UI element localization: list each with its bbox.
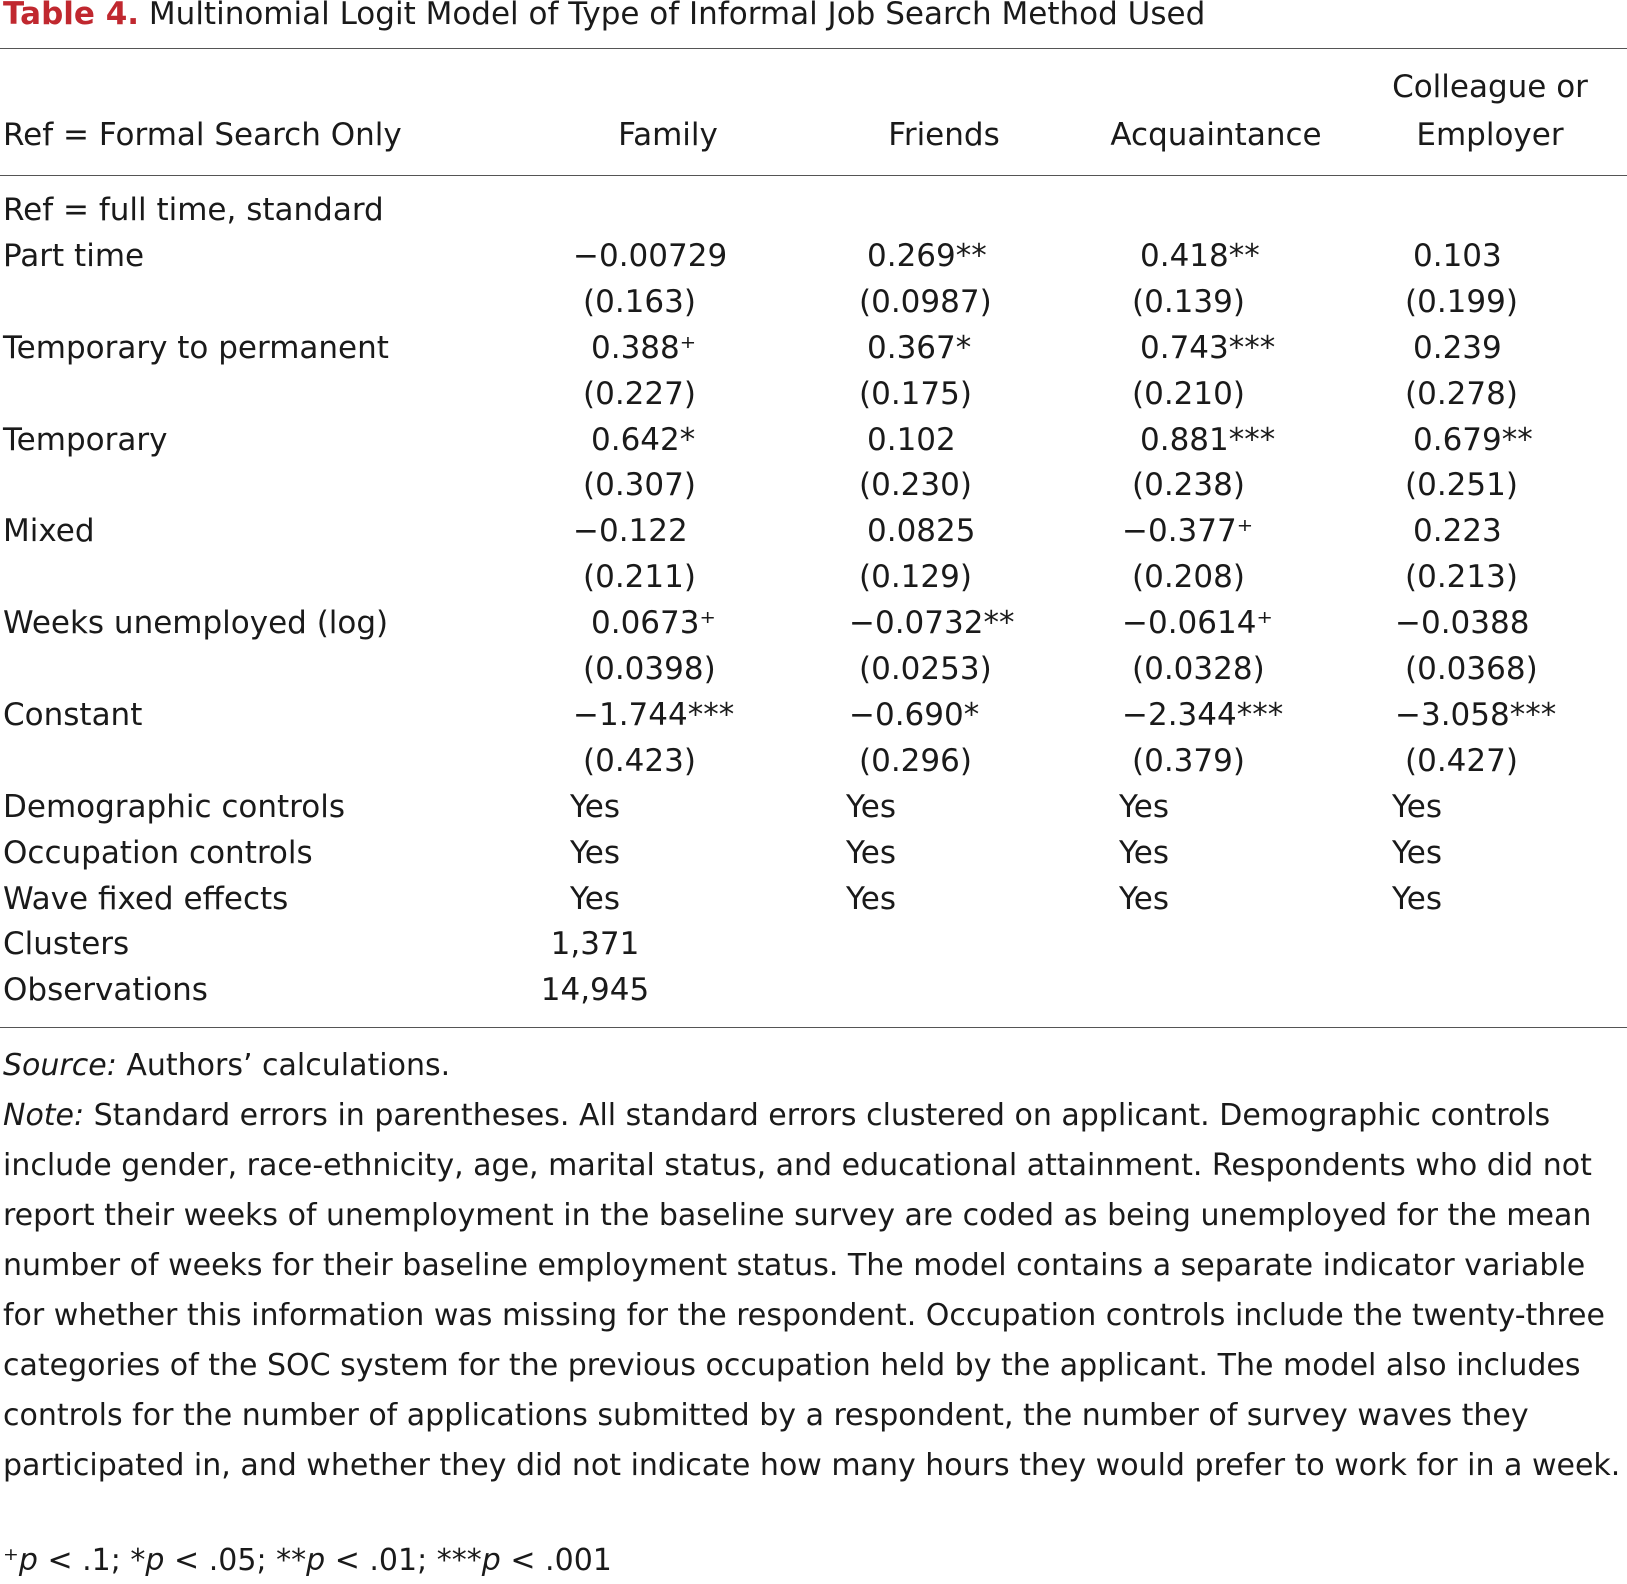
- table-caption: Multinomial Logit Model of Type of Informal Job Search Method Used: [148, 0, 1206, 32]
- col-header-acquaintance: Acquaintance: [1110, 117, 1322, 153]
- col-header-colleague-line1: Colleague or: [1392, 69, 1588, 105]
- source-label: Source:: [3, 1048, 117, 1083]
- coef-cell-family: −0.00729: [573, 238, 728, 274]
- se-cell-friends: (0.230): [859, 467, 972, 503]
- col-header-friends: Friends: [888, 117, 1000, 153]
- se-cell-acquaintance: (0.238): [1132, 467, 1245, 503]
- section-label: Ref = full time, standard: [3, 192, 384, 228]
- control-value-colleague: Yes: [1391, 881, 1443, 917]
- coef-cell-friends: 0.102: [867, 422, 956, 458]
- coef-cell-family: 0.642*: [591, 422, 696, 458]
- coef-cell-acquaintance: −0.377⁺: [1122, 513, 1254, 549]
- stat-value: 1,371: [550, 926, 640, 962]
- row-label: Mixed: [3, 513, 95, 549]
- coef-cell-colleague: 0.103: [1413, 238, 1502, 274]
- top-rule: [0, 48, 1627, 49]
- control-value-family: Yes: [569, 835, 621, 871]
- coef-cell-friends: 0.269**: [867, 238, 987, 274]
- se-cell-friends: (0.129): [859, 559, 972, 595]
- coef-cell-colleague: 0.679**: [1413, 422, 1533, 458]
- coef-cell-acquaintance: −2.344***: [1122, 697, 1284, 733]
- coef-cell-colleague: 0.223: [1413, 513, 1502, 549]
- stat-label: Observations: [3, 972, 208, 1008]
- note-paragraph: [3, 1091, 1623, 1491]
- se-cell-acquaintance: (0.0328): [1132, 651, 1265, 687]
- coef-cell-acquaintance: 0.881***: [1140, 422, 1276, 458]
- coef-cell-family: −1.744***: [573, 697, 735, 733]
- row-label: Temporary: [3, 422, 168, 458]
- bottom-rule: [0, 1027, 1627, 1028]
- coef-cell-acquaintance: 0.743***: [1140, 330, 1276, 366]
- coef-cell-friends: 0.367*: [867, 330, 972, 366]
- control-label: Demographic controls: [3, 789, 345, 825]
- table-number: Table 4.: [3, 0, 140, 32]
- se-cell-acquaintance: (0.379): [1132, 743, 1245, 779]
- col-header-family: Family: [618, 117, 718, 153]
- control-value-acquaintance: Yes: [1118, 789, 1170, 825]
- se-cell-family: (0.0398): [583, 651, 716, 687]
- coef-cell-colleague: 0.239: [1413, 330, 1502, 366]
- coef-cell-friends: −0.0732**: [849, 605, 1015, 641]
- row-label: Weeks unemployed (log): [3, 605, 389, 641]
- coef-cell-colleague: −0.0388: [1395, 605, 1530, 641]
- se-cell-colleague: (0.199): [1405, 284, 1518, 320]
- se-cell-acquaintance: (0.208): [1132, 559, 1245, 595]
- control-label: Wave fixed effects: [3, 881, 289, 917]
- se-cell-family: (0.227): [583, 376, 696, 412]
- stat-label: Clusters: [3, 926, 130, 962]
- coef-cell-friends: 0.0825: [867, 513, 976, 549]
- header-rule: [0, 175, 1627, 176]
- control-value-family: Yes: [569, 881, 621, 917]
- se-cell-colleague: (0.213): [1405, 559, 1518, 595]
- significance-text: ⁺p < .1; *p < .05; **p < .01; ***p < .001: [3, 1543, 612, 1578]
- note-label: Note:: [3, 1098, 85, 1133]
- se-cell-friends: (0.0253): [859, 651, 992, 687]
- significance-legend: [3, 1541, 1623, 1581]
- se-cell-colleague: (0.251): [1405, 467, 1518, 503]
- coef-cell-acquaintance: −0.0614⁺: [1122, 605, 1273, 641]
- col-header-colleague-line2: Employer: [1416, 117, 1564, 153]
- se-cell-acquaintance: (0.139): [1132, 284, 1245, 320]
- control-value-colleague: Yes: [1391, 789, 1443, 825]
- control-value-acquaintance: Yes: [1118, 881, 1170, 917]
- control-value-colleague: Yes: [1391, 835, 1443, 871]
- coef-cell-colleague: −3.058***: [1395, 697, 1557, 733]
- row-label: Part time: [3, 238, 145, 274]
- control-value-family: Yes: [569, 789, 621, 825]
- coef-cell-family: −0.122: [573, 513, 688, 549]
- se-cell-friends: (0.0987): [859, 284, 992, 320]
- control-value-friends: Yes: [845, 881, 897, 917]
- source-text: Authors’ calculations.: [116, 1048, 451, 1083]
- control-value-acquaintance: Yes: [1118, 835, 1170, 871]
- row-label: Constant: [3, 697, 143, 733]
- control-label: Occupation controls: [3, 835, 313, 871]
- se-cell-friends: (0.175): [859, 376, 972, 412]
- se-cell-acquaintance: (0.210): [1132, 376, 1245, 412]
- control-value-friends: Yes: [845, 789, 897, 825]
- se-cell-family: (0.163): [583, 284, 696, 320]
- coef-cell-family: 0.388⁺: [591, 330, 697, 366]
- se-cell-colleague: (0.0368): [1405, 651, 1538, 687]
- table-title: [3, 0, 1205, 34]
- coef-cell-friends: −0.690*: [849, 697, 980, 733]
- se-cell-friends: (0.296): [859, 743, 972, 779]
- note-text: Standard errors in parentheses. All standard errors clustered on applicant. Demographic controls include gender, race-ethnicity, age, marital status, and educational attainment. Respondents who did not report their weeks of unemployment in the baseline survey are coded as being unemployed for the mean number of weeks for their baseline employment status. The model contains a separate indicator variable for whether this information was missing for the respondent. Occupation controls include the twenty-three categories of the SOC system for the previous occupation held by the applicant. The model also includes controls for the number of applications submitted by a respondent, the number of survey waves they participated in, and whether they did not indicate how many hours they would prefer to work for in a week.: [3, 1098, 1621, 1483]
- ref-label: Ref = Formal Search Only: [3, 117, 402, 153]
- se-cell-family: (0.307): [583, 467, 696, 503]
- source-note: [3, 1041, 1623, 1091]
- coef-cell-acquaintance: 0.418**: [1140, 238, 1260, 274]
- control-value-friends: Yes: [845, 835, 897, 871]
- se-cell-colleague: (0.278): [1405, 376, 1518, 412]
- coef-cell-family: 0.0673⁺: [591, 605, 716, 641]
- se-cell-colleague: (0.427): [1405, 743, 1518, 779]
- se-cell-family: (0.423): [583, 743, 696, 779]
- stat-value: 14,945: [540, 972, 650, 1008]
- se-cell-family: (0.211): [583, 559, 696, 595]
- row-label: Temporary to permanent: [3, 330, 389, 366]
